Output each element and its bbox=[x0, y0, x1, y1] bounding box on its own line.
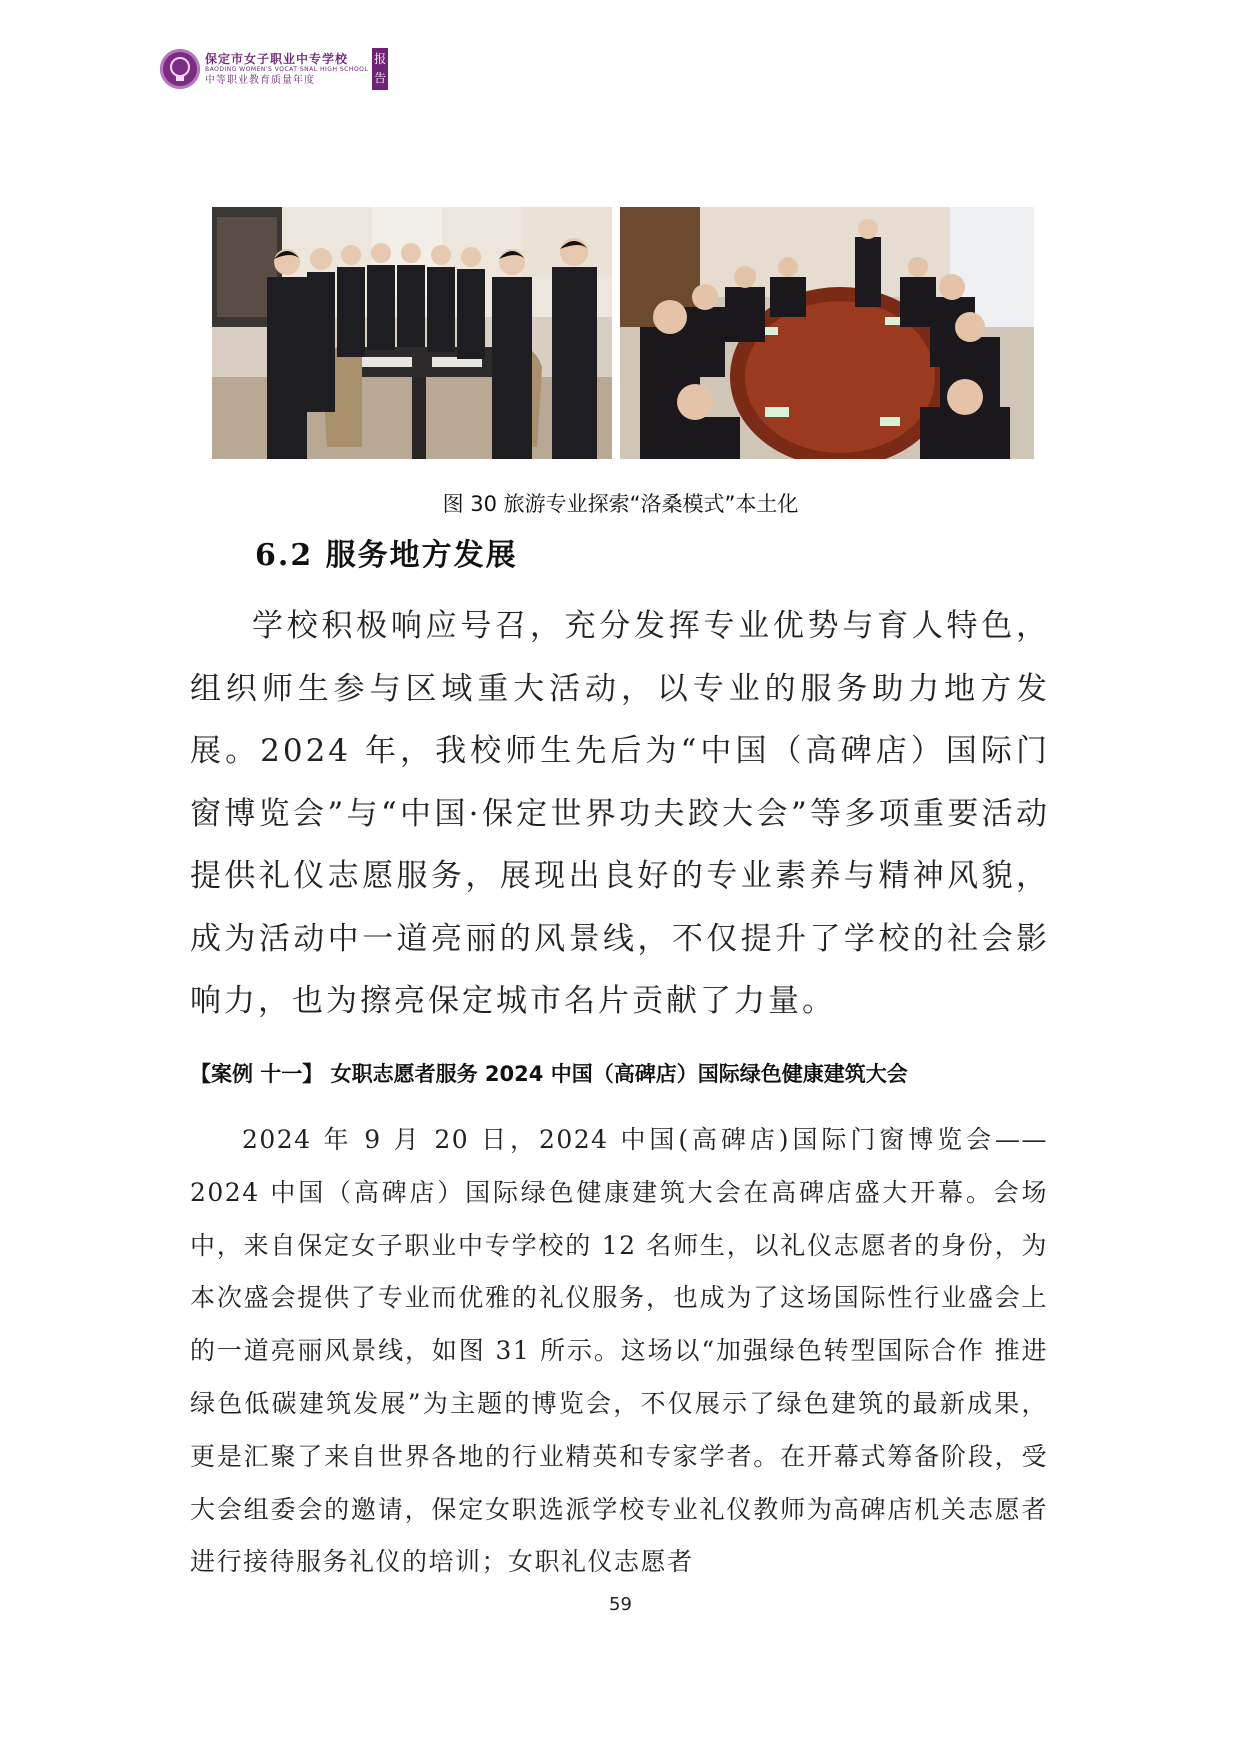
figure-caption: 图 30 旅游专业探索“洛桑模式”本土化 bbox=[442, 492, 799, 516]
report-badge: 报告 bbox=[372, 48, 388, 90]
school-logo-icon bbox=[160, 49, 200, 89]
photo-restaurant-training bbox=[212, 207, 612, 459]
case-paragraph: 2024 年 9 月 20 日，2024 中国(高碑店)国际门窗博览会——2024 中国（高碑店）国际绿色健康建筑大会在高碑店盛大开幕。会场中，来自保定女子职业中专学校的 12 名师生，以礼仪志愿者的身份，为本次盛会提供了专业而优雅的礼仪服务，也成为了这场国际性行业盛会上的一道亮丽风景线，如图 31 所示。这场以“加强绿色转型国际合作 推进绿色低碳建筑发展”为主题的博览会，不仅展示了绿色建筑的最新成果，更是汇聚了来自世界各地的行业精英和专家学者。在开幕式筹备阶段，受大会组委会的邀请，保定女职选派学校专业礼仪教师为高碑店机关志愿者进行接待服务礼仪的培训；女职礼仪志愿者 bbox=[190, 1125, 1048, 1577]
report-header bbox=[160, 44, 388, 94]
case-title: 【案例 十一】 女职志愿者服务 2024 中国（高碑店）国际绿色健康建筑大会 bbox=[190, 1062, 908, 1086]
school-name-en: BAODING WOMEN'S VOCAT SNAL HIGH SCHOOL bbox=[205, 65, 369, 73]
section-paragraph: 学校积极响应号召，充分发挥专业优势与育人特色，组织师生参与区域重大活动，以专业的服务助力地方发展。2024 年，我校师生先后为“中国（高碑店）国际门窗博览会”与“中国·保定世界功夫跤大会”等多项重要活动提供礼仪志愿服务，展现出良好的专业素养与精神风貌，成为活动中一道亮丽的风景线，不仅提升了学校的社会影响力，也为擦亮保定城市名片贡献了力量。 bbox=[190, 608, 1050, 1019]
section-heading: 6.2 服务地方发展 bbox=[255, 538, 518, 573]
school-name: 保定市女子职业中专学校 bbox=[205, 51, 349, 66]
photo-conference-room bbox=[620, 207, 1034, 459]
page-number: 59 bbox=[609, 1594, 632, 1615]
report-subtitle: 中等职业教育质量年度 bbox=[205, 74, 315, 86]
header-text bbox=[205, 52, 368, 87]
